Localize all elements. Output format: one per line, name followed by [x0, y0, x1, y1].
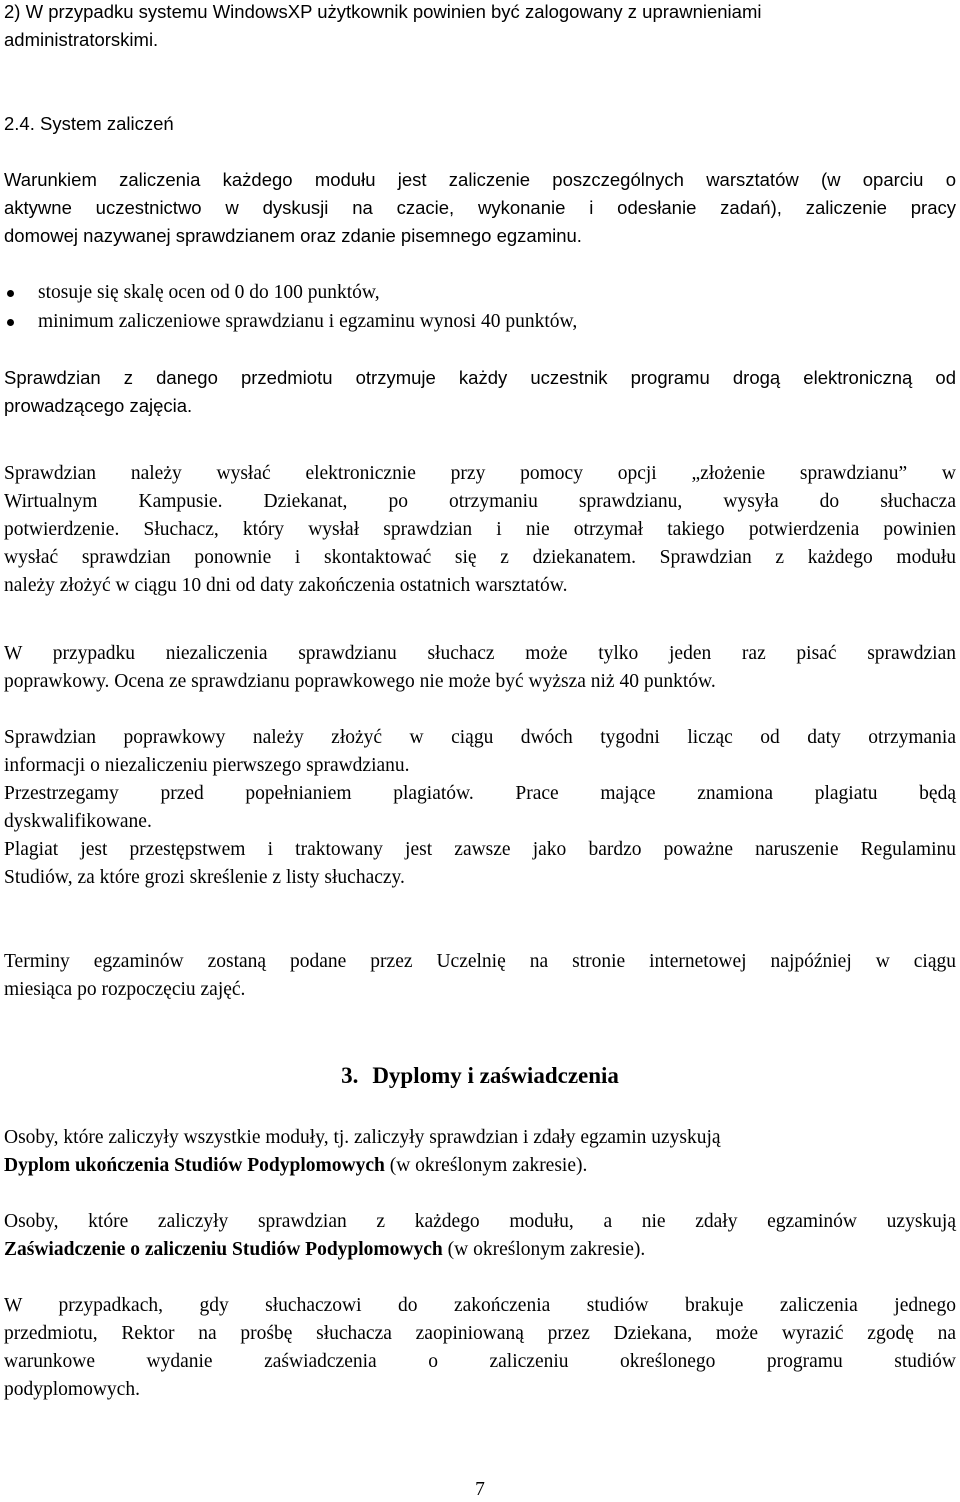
intro-line-3: domowej nazywanej sprawdzianem oraz zdanie pisemnego egzaminu.	[4, 225, 582, 246]
section-number: 3.	[341, 1063, 359, 1088]
conditional-line-2: przedmiotu, Rektor na prośbę słuchacza zaopiniowaną przez Dziekana, może wyrazić zgodę na	[4, 1323, 956, 1344]
section-heading-2-4: 2.4. System zaliczeń	[4, 113, 174, 134]
page-number: 7	[475, 1479, 485, 1500]
diploma-name: Dyplom ukończenia Studiów Podyplomowych	[4, 1155, 385, 1176]
retake-line-2: poprawkowy. Ocena ze sprawdzianu poprawkowego nie może być wyższa niż 40 punktów.	[4, 671, 716, 692]
bullet-marker	[7, 319, 14, 326]
certificate-line-2	[4, 1238, 956, 1262]
section-heading-3	[0, 1062, 960, 1090]
bullet-text: minimum zaliczeniowe sprawdzianu i egzaminu wynosi 40 punktów,	[38, 311, 578, 332]
note-line-2: administratorskimi.	[4, 29, 159, 50]
bullet-text: stosuje się skalę ocen od 0 do 100 punktów,	[38, 282, 380, 303]
submit-line-1: Sprawdzian należy wysłać elektronicznie przy pomocy opcji „złożenie sprawdzianu” w	[4, 463, 956, 484]
plagiarism-line-2: dyskwalifikowane.	[4, 811, 152, 832]
conditional-line-1: W przypadkach, gdy słuchaczowi do zakończenia studiów brakuje zaliczenia jednego	[4, 1295, 956, 1316]
submit-line-2: Wirtualnym Kampusie. Dziekanat, po otrzymaniu sprawdzianu, wysyła do słuchacza	[4, 491, 956, 512]
plagiarism2-line-1: Plagiat jest przestępstwem i traktowany jest zawsze jako bardzo poważne naruszenie Regulaminu	[4, 839, 956, 860]
section-title: Dyplomy i zaświadczenia	[372, 1063, 619, 1088]
conditional-line-3: warunkowe wydanie zaświadczenia o zaliczeniu określonego programu studiów	[4, 1351, 956, 1372]
retake-deadline-line-1: Sprawdzian poprawkowy należy złożyć w ciągu dwóch tygodni licząc od daty otrzymania	[4, 727, 956, 748]
exams-line-1: Terminy egzaminów zostaną podane przez Uczelnię na stronie internetowej najpóźniej w ciągu	[4, 951, 956, 972]
retake-deadline-line-2: informacji o niezaliczeniu pierwszego sprawdzianu.	[4, 755, 410, 776]
intro-line-2: aktywne uczestnictwo w dyskusji na czacie, wykonanie i odesłanie zadań), zaliczenie pracy	[4, 197, 956, 218]
retake-line-1: W przypadku niezaliczenia sprawdzianu słuchacz może tylko jeden raz pisać sprawdzian	[4, 643, 956, 664]
plagiarism-line-1: Przestrzegamy przed popełnianiem plagiatów. Prace mające znamiona plagiatu będą	[4, 783, 956, 804]
submit-line-3: potwierdzenie. Słuchacz, który wysłał sprawdzian i nie otrzymał takiego potwierdzenia powinien	[4, 519, 956, 540]
bullet-item	[0, 310, 960, 334]
receive-line-2: prowadzącego zajęcia.	[4, 395, 193, 416]
diploma-line-1: Osoby, które zaliczyły wszystkie moduły, tj. zaliczyły sprawdzian i zdały egzamin uzyskują	[4, 1127, 721, 1148]
certificate-line-1: Osoby, które zaliczyły sprawdzian z każdego modułu, a nie zdały egzaminów uzyskują	[4, 1211, 956, 1232]
submit-line-4: wysłać sprawdzian ponownie i skontaktować się z dziekanatem. Sprawdzian z każdego modułu	[4, 547, 956, 568]
submit-line-5: należy złożyć w ciągu 10 dni od daty zakończenia ostatnich warsztatów.	[4, 575, 568, 596]
note-line-1: 2) W przypadku systemu WindowsXP użytkownik powinien być zalogowany z uprawnieniami	[4, 1, 762, 22]
intro-line-1: Warunkiem zaliczenia każdego modułu jest zaliczenie poszczególnych warsztatów (w oparciu o	[4, 169, 956, 190]
diploma-line-2	[4, 1154, 956, 1178]
bullet-item	[0, 281, 960, 305]
certificate-scope: (w określonym zakresie).	[442, 1239, 646, 1260]
exams-line-2: miesiąca po rozpoczęciu zajęć.	[4, 979, 246, 1000]
plagiarism2-line-2: Studiów, za które grozi skreślenie z listy słuchaczy.	[4, 867, 405, 888]
bullet-marker	[7, 290, 14, 297]
diploma-scope: (w określonym zakresie).	[384, 1155, 588, 1176]
conditional-line-4: podyplomowych.	[4, 1379, 140, 1400]
certificate-name: Zaświadczenie o zaliczeniu Studiów Podyplomowych	[4, 1239, 443, 1260]
receive-line-1: Sprawdzian z danego przedmiotu otrzymuje każdy uczestnik programu drogą elektroniczną od	[4, 367, 956, 388]
